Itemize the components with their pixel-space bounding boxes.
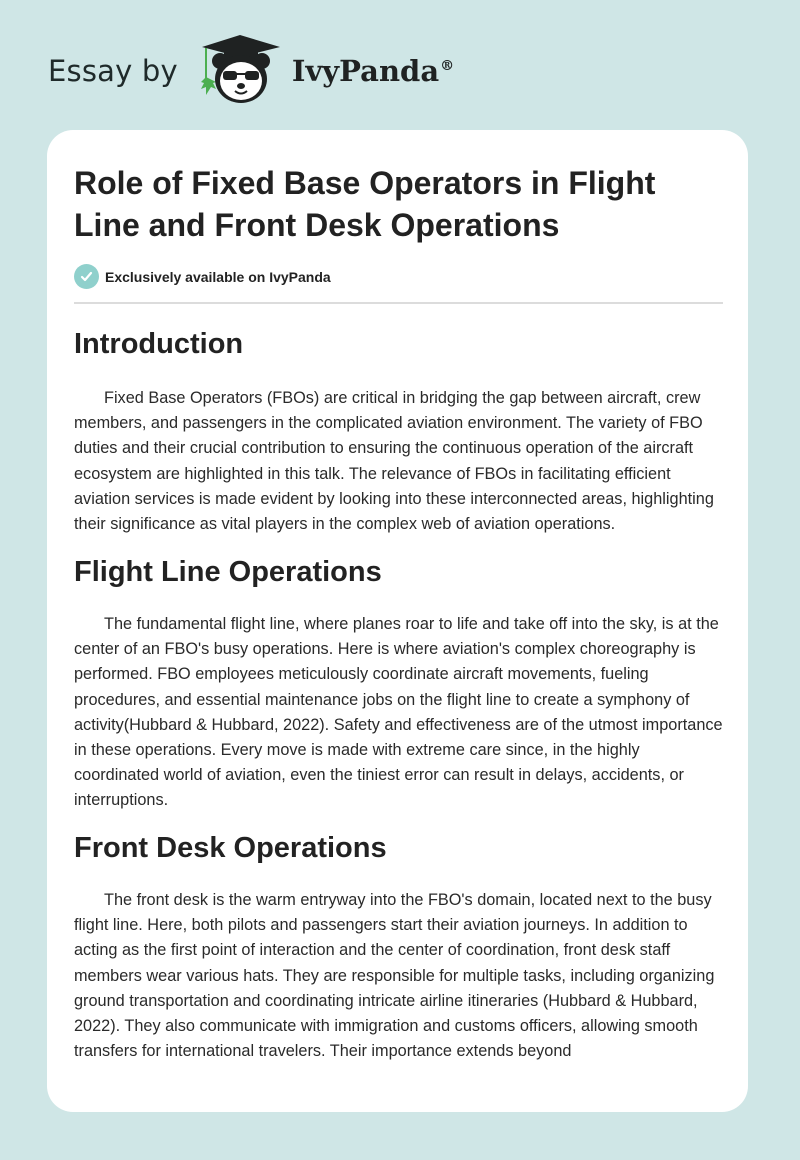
section-paragraph-introduction: Fixed Base Operators (FBOs) are critical in bridging the gap between aircraft, crew members, and passengers in the complicated aviation environment. The variety of FBO duties and their crucial contribution to ensuring the continuous operation of the aircraft ecosystem are highlighted in this talk. The relevance of FBOs in facilitating efficient aviation services is made evident by looking into these interconnected areas, highlighting their significance as vital players in the complex web of aviation operations. [74, 389, 714, 534]
divider [74, 302, 723, 304]
exclusive-badge [74, 264, 331, 289]
brand-name[interactable]: IvyPanda® [291, 54, 455, 88]
badge-text: Exclusively available on IvyPanda [105, 268, 331, 285]
check-circle-icon [74, 264, 99, 289]
panda-graduation-cap-icon[interactable] [198, 33, 292, 110]
section-paragraph-front-desk: The front desk is the warm entryway into the FBO's domain, located next to the busy flight line. Here, both pilots and passengers start their aviation journeys. In addition to acting as the first point of interaction and the center of coordination, front desk staff members wear various hats. They are responsible for multiple tasks, including organizing ground transportation and coordinating intricate airline itineraries (Hubbard & Hubbard, 2022). They also communicate with immigration and customs officers, allowing smooth transfers for international travelers. Their importance extends beyond [74, 891, 715, 1061]
section-heading-introduction: Introduction [74, 328, 244, 360]
section-heading-front-desk: Front Desk Operations [74, 832, 387, 864]
site-header [48, 36, 454, 106]
section-paragraph-flight-line: The fundamental flight line, where planes roar to life and take off into the sky, is at the center of an FBO's busy operations. Here is where aviation's complex choreography is performed. FBO employees meticulously coordinate aircraft movements, fueling procedures, and essential maintenance jobs on the flight line to create a symphony of activity(Hubbard & Hubbard, 2022). Safety and effectiveness are of the utmost importance in these operations. Every move is made with extreme care since, in the highly coordinated world of aviation, even the tiniest error can result in delays, accidents, or interruptions. [74, 615, 723, 810]
section-heading-flight-line: Flight Line Operations [74, 556, 382, 588]
essay-title: Role of Fixed Base Operators in Flight Line and Front Desk Operations [74, 165, 656, 243]
essay-card [47, 130, 748, 1112]
essay-by-label: Essay by [48, 54, 178, 88]
